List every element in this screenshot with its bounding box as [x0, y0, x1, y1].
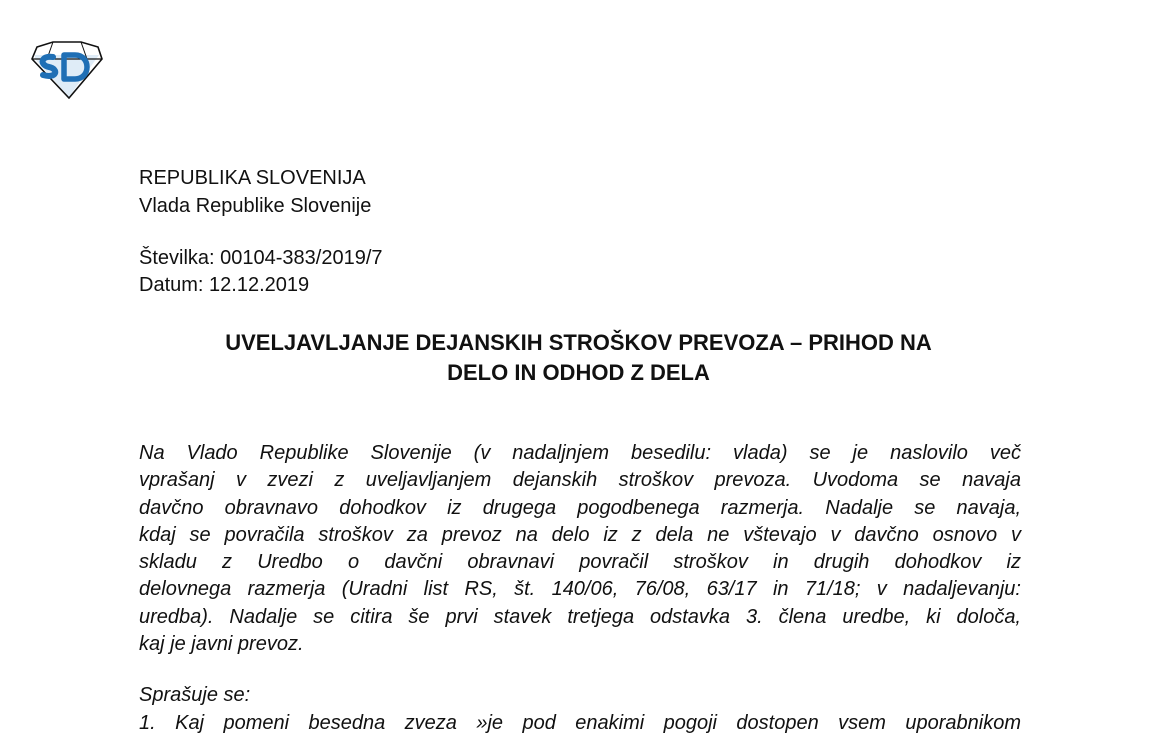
title-line: UVELJAVLJANJE DEJANSKIH STROŠKOV PREVOZA – PRIHOD NA — [225, 330, 932, 355]
title-line: DELO IN ODHOD Z DELA — [447, 360, 710, 385]
paragraph-line: kdaj se povračila stroškov za prevoz na delo iz z dela ne vštevajo v davčno osnovo v — [139, 523, 1021, 546]
paragraph-line: vprašanj v zvezi z uveljavljanjem dejanskih stroškov prevoza. Uvodoma se navaja — [139, 469, 1021, 492]
government-name: Vlada Republike Slovenije — [139, 195, 372, 217]
paragraph-line: delovnega razmerja (Uradni list RS, št. 140/06, 76/08, 63/17 in 71/18; v nadaljevanju: — [139, 578, 1021, 601]
document-date: Datum: 12.12.2019 — [139, 274, 310, 296]
paragraph-line: skladu z Uredbo o davčni obravnavi povračil stroškov in drugih dohodkov iz — [139, 551, 1021, 574]
paragraph-line: davčno obravnavo dohodkov iz drugega pogodbenega razmerja. Nadalje se navaja, — [139, 496, 1021, 519]
question-1 — [139, 710, 1021, 737]
republic-name: REPUBLIKA SLOVENIJA — [139, 167, 366, 189]
paragraph-line: uredba). Nadalje se citira še prvi stavek tretjega odstavka 3. člena uredbe, ki določa, — [139, 605, 1021, 628]
question-line: 1. Kaj pomeni besedna zveza »je pod enakimi pogoji dostopen vsem uporabnikom — [139, 712, 1021, 734]
paragraph-line: kaj je javni prevoz. — [139, 633, 304, 656]
document-number: Številka: 00104-383/2019/7 — [139, 247, 383, 269]
intro-paragraph — [139, 440, 1021, 658]
questions-heading: Sprašuje se: — [139, 684, 251, 706]
sd-diamond-logo-icon — [31, 41, 103, 99]
document-title — [139, 328, 1018, 388]
paragraph-line: Na Vlado Republike Slovenije (v nadaljnjem besedilu: vlada) se je naslovilo več — [139, 442, 1021, 464]
